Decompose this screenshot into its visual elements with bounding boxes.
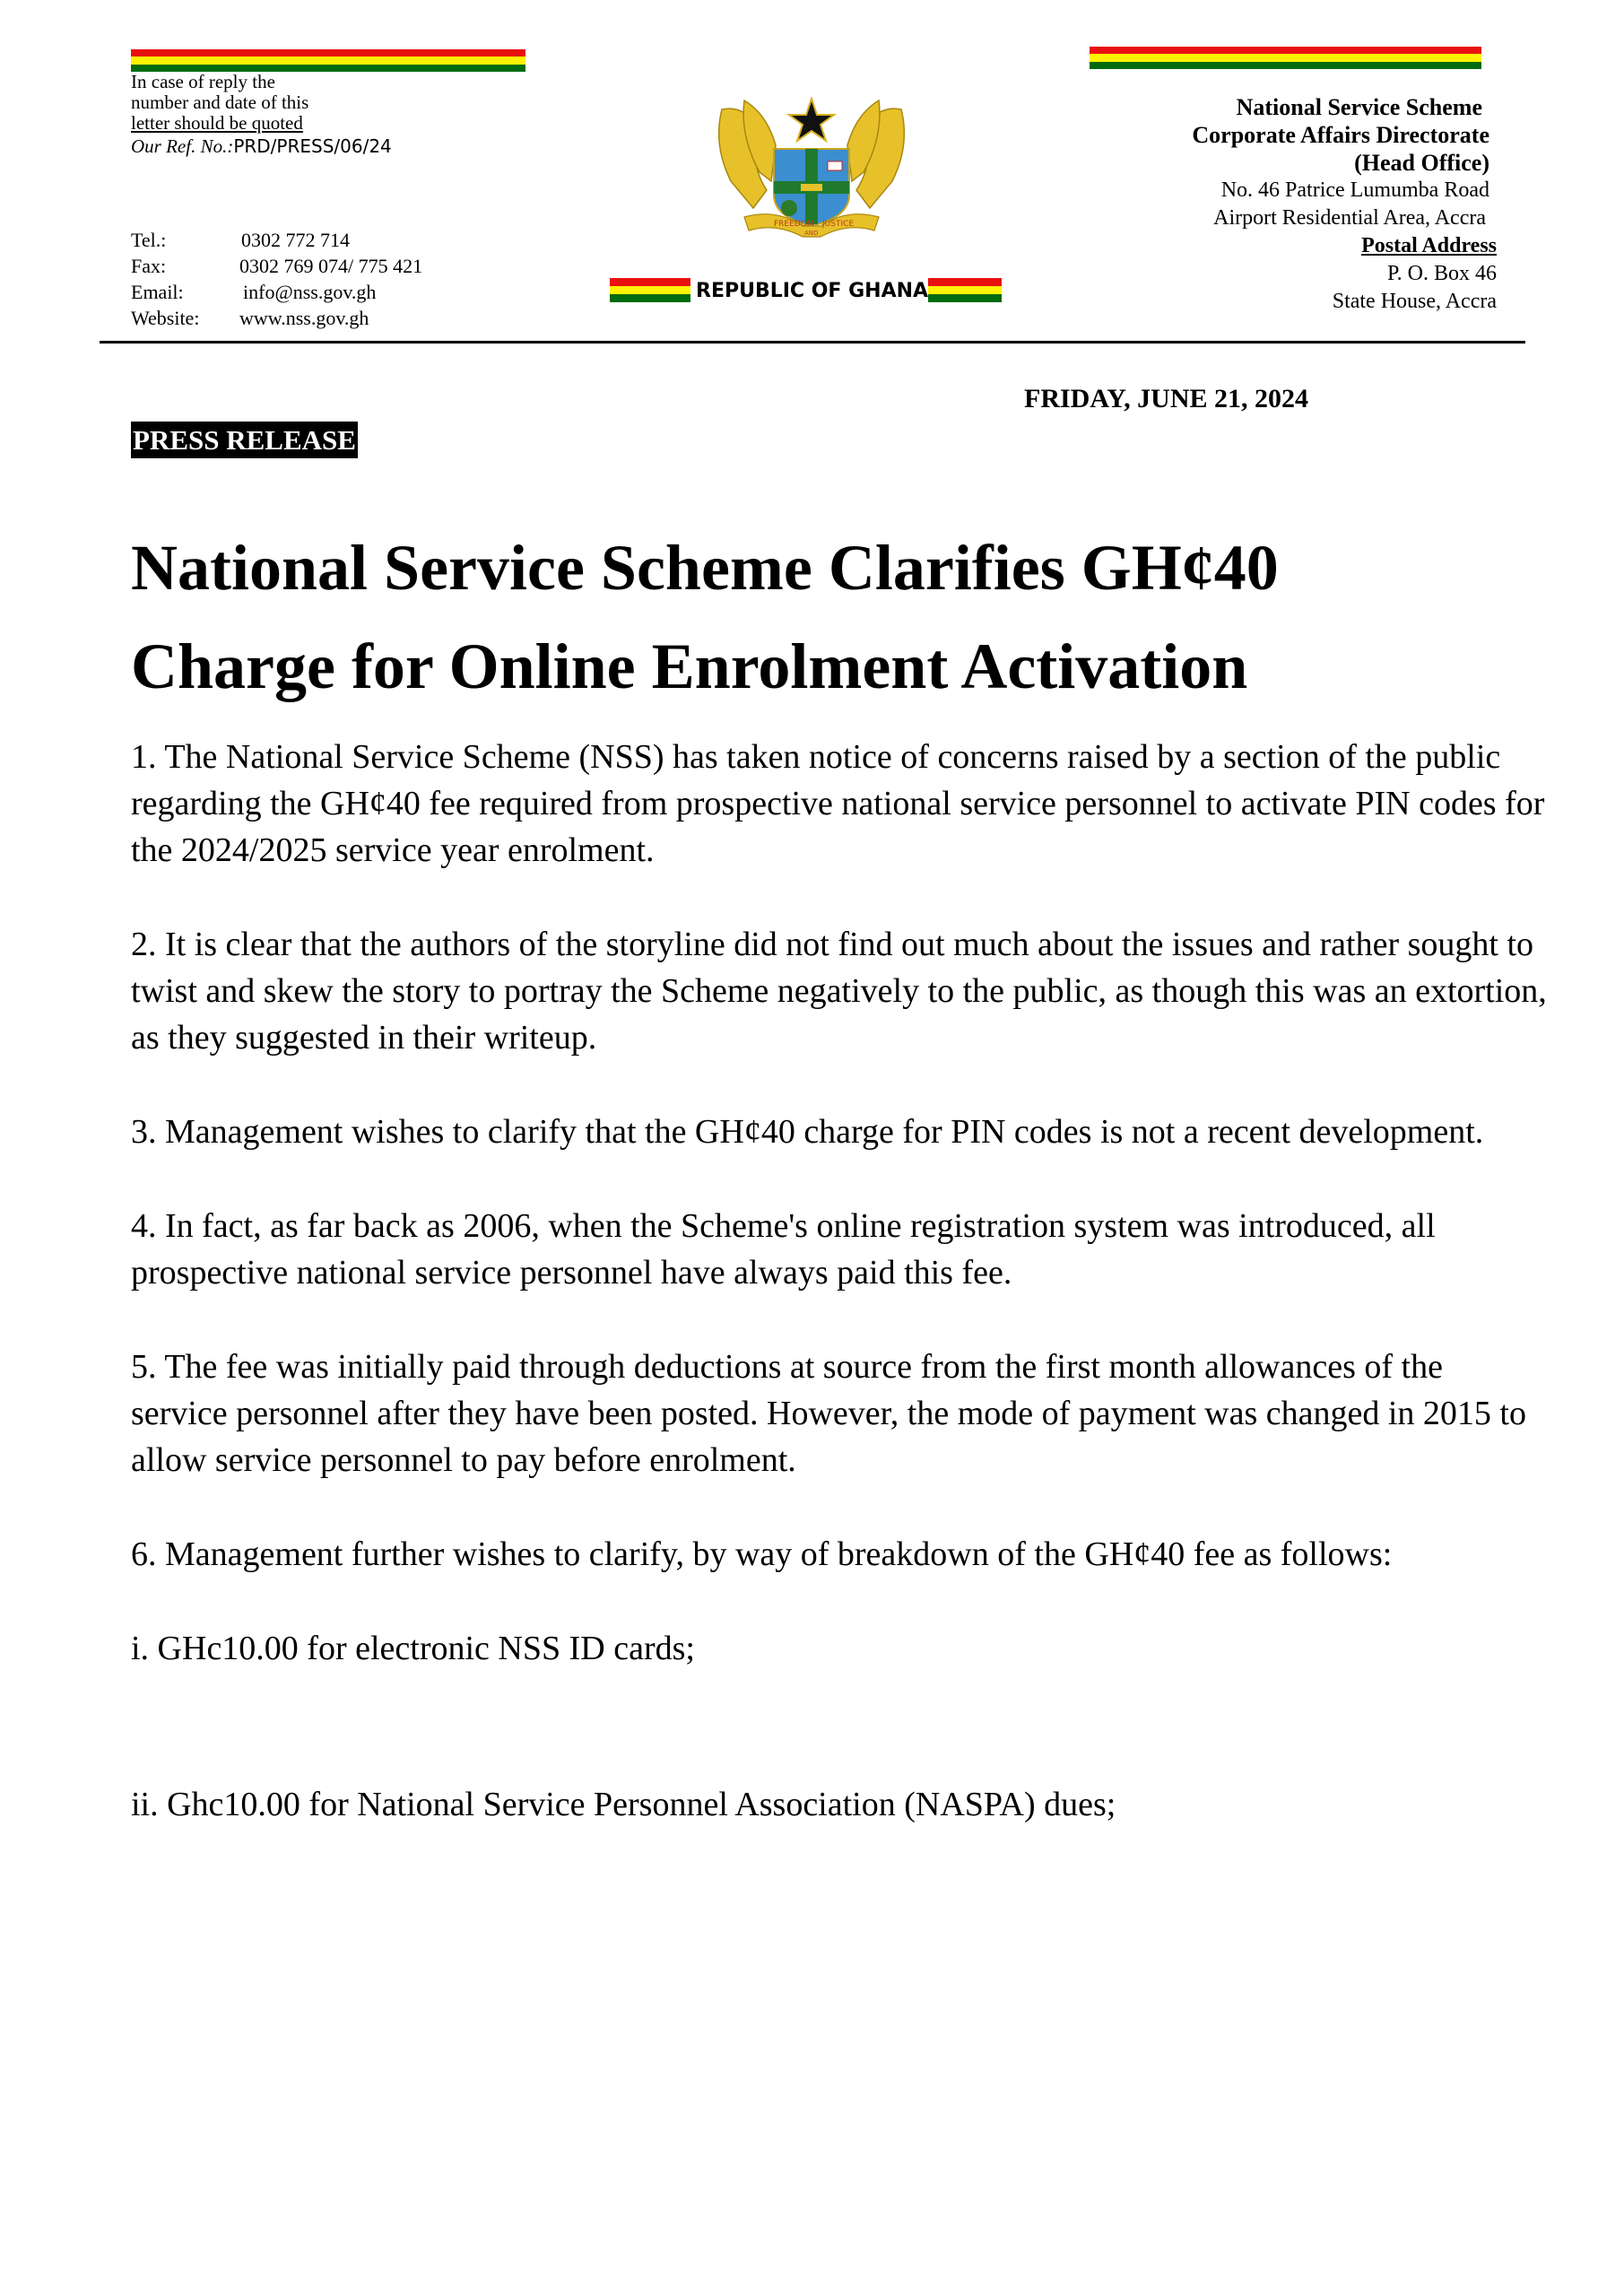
title-line: Charge for Online Enrolment Activation: [131, 631, 1248, 702]
title-line: National Service Scheme Clarifies GH¢40: [131, 532, 1279, 604]
reply-note: [131, 72, 392, 157]
flag-stripe-right: [1090, 47, 1481, 69]
contact-value[interactable]: info@nss.gov.gh: [243, 281, 377, 303]
contact-block: [131, 227, 422, 331]
contact-website: [131, 305, 422, 331]
postal-line: State House, Accra: [1332, 290, 1497, 313]
flag-stripe-left: [131, 49, 525, 72]
paragraph-6: 6. Management further wishes to clarify, by way of breakdown of the GH¢40 fee as follows:: [131, 1535, 1393, 1573]
header-divider: [100, 341, 1525, 344]
breakdown-item-2: ii. Ghc10.00 for National Service Personnel Association (NASPA) dues;: [131, 1786, 1116, 1823]
contact-label: Fax:: [131, 255, 167, 277]
reply-note-line: In case of reply the: [131, 71, 275, 92]
contact-value: 0302 769 074/ 775 421: [239, 255, 423, 277]
breakdown-item-1: i. GHc10.00 for electronic NSS ID cards;: [131, 1630, 695, 1667]
paragraph-3: 3. Management wishes to clarify that the GH¢40 charge for PIN codes is not a recent development.: [131, 1113, 1484, 1151]
motto-left: FREEDOM: [774, 220, 814, 229]
motto-center: AND: [804, 230, 819, 237]
address-line: No. 46 Patrice Lumumba Road: [1220, 178, 1489, 202]
contact-fax: [131, 253, 422, 279]
contact-label: Tel.:: [131, 229, 167, 251]
reference-number: [131, 136, 392, 157]
org-office: (Head Office): [1354, 150, 1489, 176]
paragraph-1: 1. The National Service Scheme (NSS) has taken notice of concerns raised by a section of the public regarding the GH¢40 fee required from prospective national service personnel to activate PIN codes for the 2024/2025 service year enrolment.: [131, 738, 1545, 869]
contact-email: [131, 279, 422, 305]
ghana-coat-of-arms-icon: [704, 83, 919, 244]
release-date: FRIDAY, JUNE 21, 2024: [1024, 384, 1308, 413]
organization-address: [987, 93, 1497, 316]
reply-note-line: letter should be quoted: [131, 112, 303, 134]
paragraph-4: 4. In fact, as far back as 2006, when the Scheme's online registration system was introduced, all prospective national service personnel have always paid this fee.: [131, 1207, 1436, 1292]
contact-label: Email:: [131, 281, 184, 303]
paragraph-5: 5. The fee was initially paid through deductions at source from the first month allowances of the service personnel after they have been posted. However, the mode of payment was changed in 2015 to allow service personnel to pay before enrolment.: [131, 1348, 1526, 1479]
org-name: National Service Scheme: [1236, 94, 1482, 120]
black-star: [789, 99, 834, 141]
postal-line: P. O. Box 46: [1386, 262, 1497, 285]
contact-tel: [131, 227, 422, 253]
org-directorate: Corporate Affairs Directorate: [1192, 122, 1489, 148]
paragraph-2: 2. It is clear that the authors of the storyline did not find out much about the issues and rather sought to twist and skew the story to portray the Scheme negatively to the public, as though this was an extortion, as they suggested in their writeup.: [131, 926, 1547, 1057]
page-title: [131, 518, 1530, 716]
contact-value: 0302 772 714: [241, 229, 350, 251]
ref-label: Our Ref. No.:: [131, 135, 234, 157]
flag-stripe-small-left: [610, 278, 690, 302]
postal-heading: [987, 232, 1497, 260]
address-line: Airport Residential Area, Accra: [1213, 206, 1486, 230]
ref-value: PRD/PRESS/06/24: [233, 135, 392, 157]
contact-value[interactable]: www.nss.gov.gh: [239, 307, 369, 329]
republic-label: REPUBLIC OF GHANA: [696, 280, 929, 302]
press-release-label: PRESS RELEASE: [131, 422, 358, 458]
postal-heading-text: Postal Address: [1361, 234, 1497, 257]
body-text: [131, 734, 1548, 1875]
motto-right: JUSTICE: [822, 220, 855, 229]
contact-label: Website:: [131, 307, 200, 329]
reply-note-line: number and date of this: [131, 91, 309, 113]
